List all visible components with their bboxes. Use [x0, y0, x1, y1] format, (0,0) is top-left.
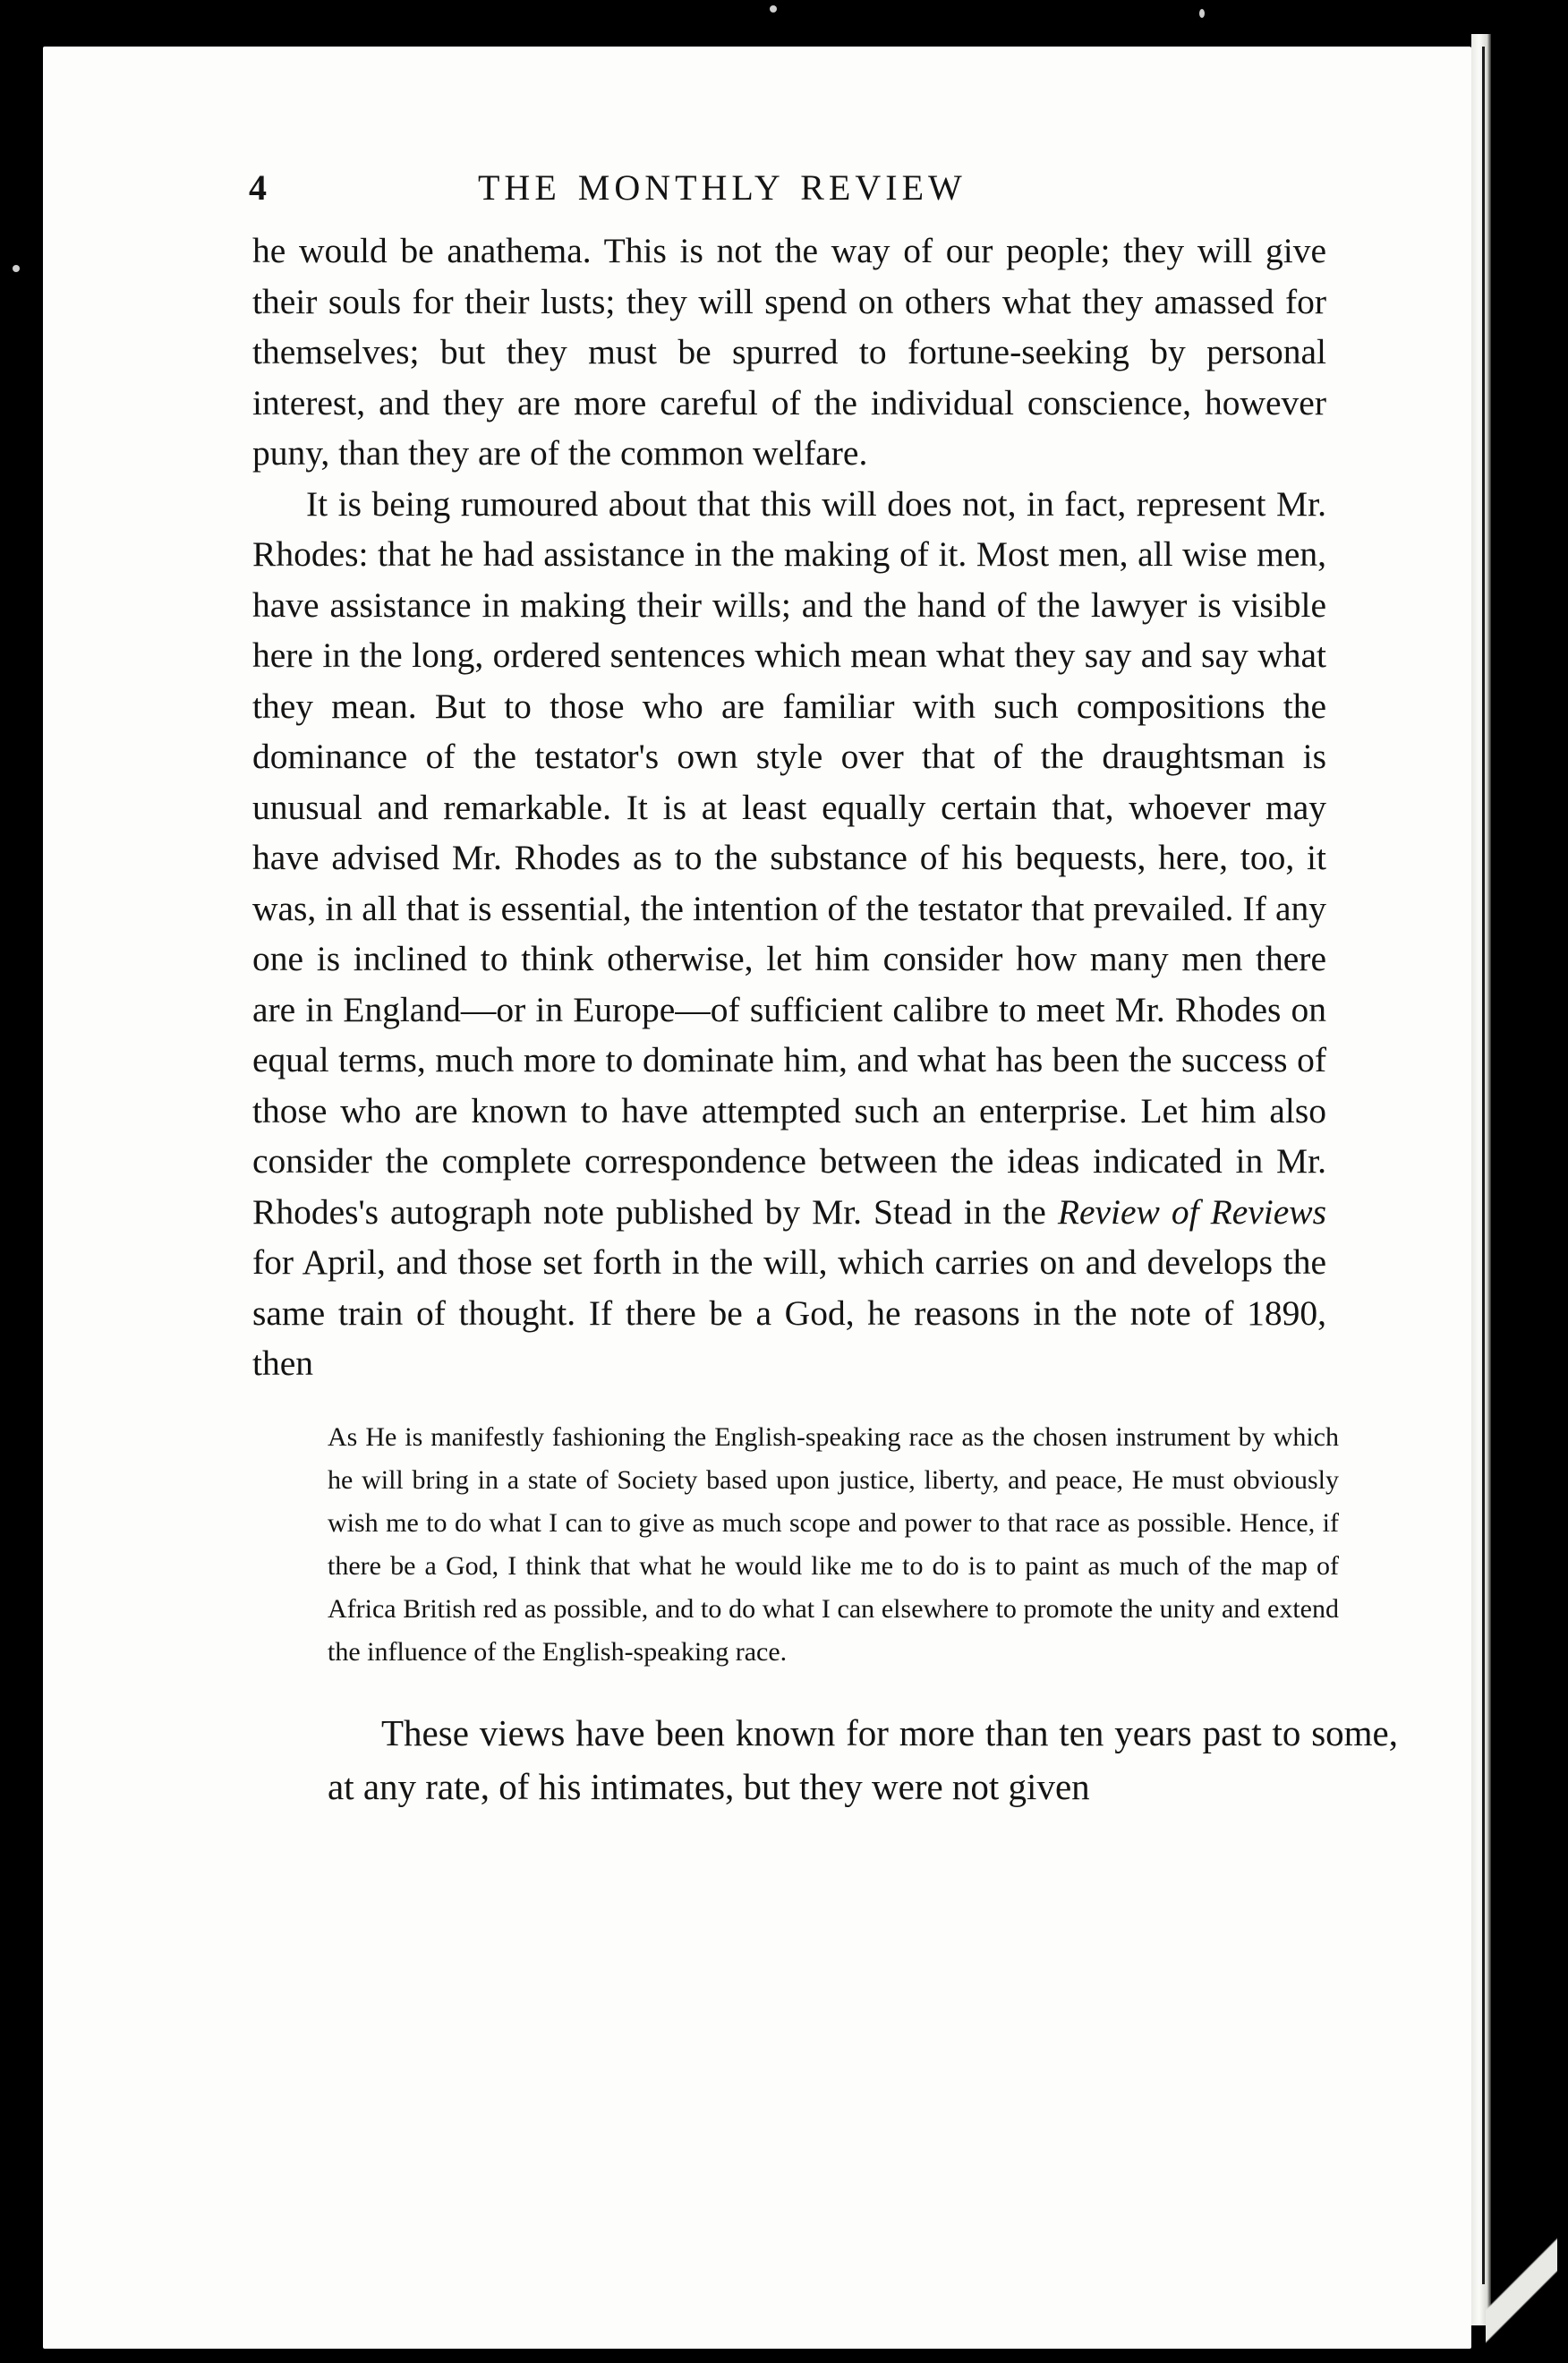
- paragraph-text: for April, and those set forth in the will, which carries on and develops the same train of thought. If there be a God, he reasons in the note of 1890, then: [252, 1242, 1326, 1383]
- paragraph-text: It is being rumoured about that this will does not, in fact, represent Mr. Rhodes: that he had assistance in the making of it. Most men, all wise men, have assistance in making their wills; and the hand of the lawyer is visible here in the long, ordered sentences which mean what they say and say what they mean. But to those who are familiar with such compositions the dominance of the testator's own style over that of the draughtsman is unusual and remarkable. It is at least equally certain that, whoever may have advised Mr. Rhodes as to the substance of his bequests, here, too, it was, in all that is essential, the intention of the testator that prevailed. If any one is inclined to think otherwise, let him consider how many men there are in England—or in Europe—of sufficient calibre to meet Mr. Rhodes on equal terms, much more to dominate him, and what has been the success of those who are known to have attempted such an enterprise. Let him also consider the complete correspondence between the ideas indicated in Mr. Rhodes's autograph note published by Mr. Stead in the: [252, 483, 1326, 1232]
- page-text: [249, 166, 1398, 1813]
- page-corner-curl: [1486, 2202, 1557, 2363]
- paragraph-text: These views have been known for more than ten years past to some, at any rate, of his intimates, but they were not given: [328, 1711, 1398, 1807]
- paragraph-after-quote: [328, 1706, 1398, 1813]
- running-head: [249, 166, 1326, 226]
- scan-speck: [1199, 9, 1205, 18]
- page-edge-shadow: [1482, 47, 1485, 2284]
- scan-speck: [13, 265, 20, 272]
- paragraph: [252, 479, 1326, 1389]
- block-quote: [328, 1416, 1339, 1674]
- running-title: THE MONTHLY REVIEW: [478, 167, 967, 208]
- paragraph-continued: he would be anathema. This is not the way of our people; they will give their souls for their lusts; they will spend on others what they amassed for themselves; but they must be spurred to fortune-seeking by personal interest, and they are more careful of the individual conscience, however puny, than they are of the common welfare.: [252, 231, 1326, 473]
- page-edge: [1471, 34, 1491, 2325]
- scan-speck: [770, 5, 777, 13]
- page-number: 4: [249, 167, 267, 208]
- main-text: [252, 226, 1326, 1389]
- periodical-title: Review of Reviews: [1057, 1191, 1327, 1232]
- quote-text: As He is manifestly fashioning the English-speaking race as the chosen instrument by which he will bring in a state of Society based upon justice, liberty, and peace, He must obviously wish me to do what I can to give as much scope and power to that race as possible. Hence, if there be a God, I think that what he would like me to do is to paint as much of the map of Africa British red as possible, and to do what I can elsewhere to promote the unity and extend the influence of the English-speaking race.: [328, 1421, 1339, 1667]
